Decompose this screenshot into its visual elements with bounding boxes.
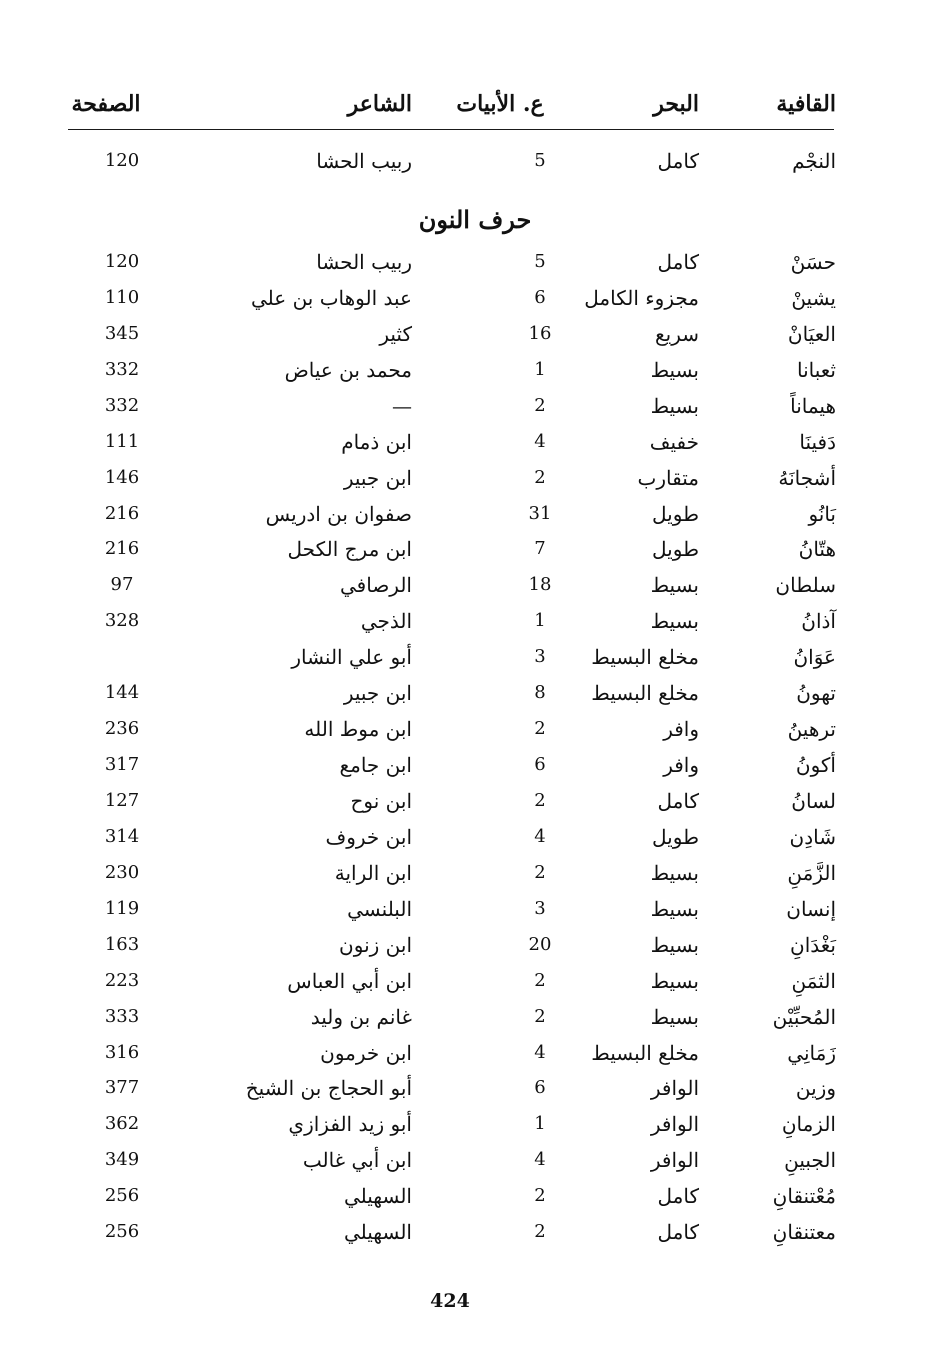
table-row: [0, 388, 949, 424]
meter-cell: كامل: [657, 149, 699, 173]
rhyme-cell: معتنقانِ: [772, 1220, 836, 1245]
table-row: [0, 1178, 949, 1214]
meter-cell: مخلع البسيط: [591, 681, 699, 706]
meter-cell: طويل: [652, 501, 699, 526]
table-row: [0, 783, 949, 819]
rhyme-cell: يشينْ: [791, 285, 836, 310]
meter-cell: مخلع البسيط: [591, 1040, 699, 1065]
rhyme-cell: الزمانِ: [781, 1112, 836, 1137]
page-cell: 332: [104, 394, 140, 416]
rhyme-cell: ترهينُ: [787, 717, 836, 742]
verse-count-cell: 3: [534, 646, 546, 668]
poet-cell: أبو زيد الفزازي: [288, 1112, 412, 1137]
page-cell: 317: [104, 754, 140, 775]
table-row: [0, 891, 949, 927]
meter-cell: كامل: [657, 1220, 699, 1245]
verse-count-cell: 7: [534, 538, 546, 560]
poet-cell: ابن جبير: [343, 681, 412, 706]
meter-cell: مخلع البسيط: [591, 645, 699, 670]
page-cell: 97: [110, 574, 134, 596]
page-cell: 314: [104, 825, 140, 847]
page-cell: 328: [104, 610, 140, 632]
verse-count-cell: 2: [534, 790, 546, 811]
poet-cell: عبد الوهاب بن علي: [250, 285, 412, 310]
verse-count-cell: 6: [534, 286, 546, 308]
page-cell: 223: [104, 969, 140, 991]
rhyme-cell: الثمَنِ: [791, 968, 836, 993]
meter-cell: بسيط: [650, 393, 699, 418]
page-cell: 216: [104, 538, 140, 560]
poet-cell: السهيلي: [343, 1184, 412, 1209]
meter-cell: بسيط: [650, 609, 699, 634]
rhyme-cell: حسَنْ: [790, 250, 836, 274]
rhyme-cell: أكونُ: [795, 753, 836, 777]
rhyme-cell: لسانُ: [791, 789, 836, 813]
meter-cell: بسيط: [650, 896, 699, 921]
table-row: [0, 424, 949, 460]
poet-cell: ابن جامع: [339, 753, 412, 777]
rhyme-cell: هيماناً: [790, 393, 836, 418]
table-row: [0, 603, 949, 639]
meter-cell: متقارب: [637, 465, 699, 490]
poet-cell: السهيلي: [343, 1220, 412, 1245]
header-divider: [68, 129, 834, 130]
table-row: [0, 244, 949, 280]
table-row: [0, 639, 949, 675]
page-cell: 256: [104, 1221, 140, 1243]
poet-cell: ربيب الحشا: [316, 250, 412, 274]
poet-cell: ابن زنون: [339, 932, 412, 957]
table-row: [0, 819, 949, 855]
rhyme-cell: هتّانُ: [798, 537, 836, 562]
page-cell: 362: [104, 1113, 140, 1135]
verse-count-cell: 6: [534, 754, 546, 775]
meter-cell: بسيط: [650, 932, 699, 957]
rhyme-cell: العيَانْ: [787, 321, 836, 346]
meter-cell: طويل: [652, 824, 699, 849]
table-row: [0, 567, 949, 603]
section-title: حرف النون: [418, 205, 532, 234]
meter-cell: بسيط: [650, 573, 699, 598]
verse-count-cell: 2: [534, 1005, 546, 1027]
poet-cell: البلنسي: [347, 896, 412, 921]
verse-count-cell: 2: [534, 718, 546, 740]
page-cell: 316: [104, 1041, 140, 1063]
meter-cell: طويل: [652, 537, 699, 562]
meter-cell: الوافر: [650, 1148, 699, 1173]
table-row: [0, 963, 949, 999]
verse-count-cell: 8: [534, 682, 546, 704]
rhyme-cell: وزين: [795, 1076, 836, 1101]
table-row: [0, 143, 949, 179]
page-cell: 256: [104, 1185, 140, 1207]
table-row: [0, 280, 949, 316]
page-cell: 345: [104, 322, 140, 344]
poet-cell: محمد بن عياض: [284, 357, 412, 382]
rhyme-cell: إنسان: [786, 896, 836, 921]
meter-cell: خفيف: [649, 429, 699, 454]
page-cell: 349: [104, 1149, 140, 1171]
verse-count-cell: 1: [534, 358, 546, 380]
verse-count-cell: 20: [528, 933, 552, 955]
poet-cell: كثير: [379, 321, 412, 346]
poet-cell: ابن موط الله: [304, 717, 412, 742]
verse-count-cell: 2: [534, 394, 546, 416]
table-row: [0, 1142, 949, 1178]
page-cell: 144: [104, 682, 140, 704]
verse-count-cell: 16: [528, 322, 552, 344]
verse-count-cell: 2: [534, 1221, 546, 1243]
table-row: [0, 1106, 949, 1142]
poet-cell: ابن نوح: [350, 789, 412, 813]
rhyme-cell: أشجانَهُ: [778, 465, 836, 490]
table-row: [0, 747, 949, 783]
verse-count-cell: 2: [534, 466, 546, 488]
verse-count-cell: 4: [534, 1149, 546, 1171]
rhyme-cell: النجْم: [792, 149, 836, 173]
table-row: [0, 675, 949, 711]
rhyme-cell: آذانُ: [801, 609, 836, 634]
poet-cell: ابن ذمام: [341, 429, 412, 454]
verse-count-cell: 6: [534, 1077, 546, 1099]
verse-count-cell: 4: [534, 825, 546, 847]
header-rhyme: القافية: [776, 91, 836, 117]
meter-cell: بسيط: [650, 860, 699, 885]
table-row: [0, 927, 949, 963]
poet-cell: صفوان بن ادريس: [265, 501, 412, 526]
verse-count-cell: 1: [534, 610, 546, 632]
meter-cell: كامل: [657, 250, 699, 274]
rhyme-cell: مُعْتنقانِ: [772, 1184, 836, 1209]
poet-cell: ابن أبي غالب: [302, 1148, 412, 1173]
meter-cell: الوافر: [650, 1112, 699, 1137]
poet-cell: ربيب الحشا: [316, 149, 412, 173]
meter-cell: وافر: [663, 753, 699, 777]
verse-count-cell: 5: [534, 150, 546, 171]
meter-cell: الوافر: [650, 1076, 699, 1101]
page-cell: 120: [104, 251, 140, 272]
table-row: [0, 1035, 949, 1071]
rhyme-cell: عَوَانُ: [793, 645, 836, 670]
table-row: [0, 855, 949, 891]
verse-count-cell: 2: [534, 861, 546, 883]
page-number: 424: [430, 1290, 470, 1312]
rhyme-cell: سلطان: [775, 573, 836, 598]
page-cell: 120: [104, 150, 140, 171]
meter-cell: بسيط: [650, 1004, 699, 1029]
page-cell: 333: [104, 1005, 140, 1027]
page-cell: 127: [104, 790, 140, 811]
page-cell: 110: [104, 286, 140, 308]
table-row: [0, 711, 949, 747]
poet-cell: ابن الراية: [334, 860, 412, 885]
meter-cell: وافر: [663, 717, 699, 742]
header-poet: الشاعر: [347, 91, 412, 117]
table-row: [0, 1214, 949, 1250]
poet-cell: الرصافي: [340, 573, 412, 598]
table-row: [0, 460, 949, 496]
page-cell: 216: [104, 502, 140, 524]
rhyme-cell: ثعبانا: [796, 357, 836, 382]
page-cell: 146: [104, 466, 140, 488]
rhyme-cell: تهونُ: [796, 681, 836, 706]
rhyme-cell: الزَّمَنِ: [787, 860, 836, 885]
meter-cell: مجزوء الكامل: [584, 285, 699, 310]
rhyme-cell: المُحبِّيْن: [772, 1004, 836, 1029]
header-meter: البحر: [653, 91, 699, 117]
poet-cell: الذجي: [360, 609, 412, 634]
verse-count-cell: 31: [528, 502, 552, 524]
verse-count-cell: 4: [534, 1041, 546, 1063]
page-cell: 111: [104, 430, 140, 452]
verse-count-cell: 4: [534, 430, 546, 452]
poet-cell: أبو الحجاج بن الشيخ: [245, 1076, 412, 1101]
rhyme-cell: شَادِن: [789, 824, 836, 849]
verse-count-cell: 1: [534, 1113, 546, 1135]
header-verse-count: ع. الأبيات: [456, 91, 544, 117]
poet-cell: غانم بن وليد: [310, 1004, 412, 1029]
table-row: [0, 316, 949, 352]
meter-cell: بسيط: [650, 968, 699, 993]
meter-cell: بسيط: [650, 357, 699, 382]
page-cell: 236: [104, 718, 140, 740]
page-cell: 163: [104, 933, 140, 955]
table-row: [0, 1070, 949, 1106]
meter-cell: سريع: [654, 321, 699, 346]
page-cell: 230: [104, 861, 140, 883]
verse-count-cell: 5: [534, 251, 546, 272]
poet-cell: ابن جبير: [343, 465, 412, 490]
table-row: [0, 531, 949, 567]
verse-count-cell: 2: [534, 1185, 546, 1207]
page-cell: 377: [104, 1077, 140, 1099]
poet-cell: أبو علي النشار: [291, 645, 412, 670]
rhyme-cell: بَانُو: [808, 501, 836, 526]
table-row: [0, 496, 949, 532]
header-page: الصفحة: [71, 91, 141, 117]
page-cell: 119: [104, 897, 140, 919]
poet-cell: ابن أبي العباس: [287, 968, 412, 993]
poet-cell: ابن خروف: [325, 824, 412, 849]
rhyme-cell: بَغْدَانِ: [790, 932, 836, 957]
poet-cell: ابن خرمون: [320, 1040, 412, 1065]
poet-cell: —: [392, 393, 412, 418]
page-cell: 332: [104, 358, 140, 380]
table-row: [0, 352, 949, 388]
poet-cell: ابن مرج الكحل: [287, 537, 412, 562]
meter-cell: كامل: [657, 789, 699, 813]
verse-count-cell: 18: [528, 574, 552, 596]
verse-count-cell: 2: [534, 969, 546, 991]
rhyme-cell: دَفينَا: [799, 429, 836, 454]
meter-cell: كامل: [657, 1184, 699, 1209]
verse-count-cell: 3: [534, 897, 546, 919]
rhyme-cell: زَمَانِي: [787, 1040, 836, 1065]
rhyme-cell: الجبينِ: [784, 1148, 836, 1173]
table-row: [0, 999, 949, 1035]
